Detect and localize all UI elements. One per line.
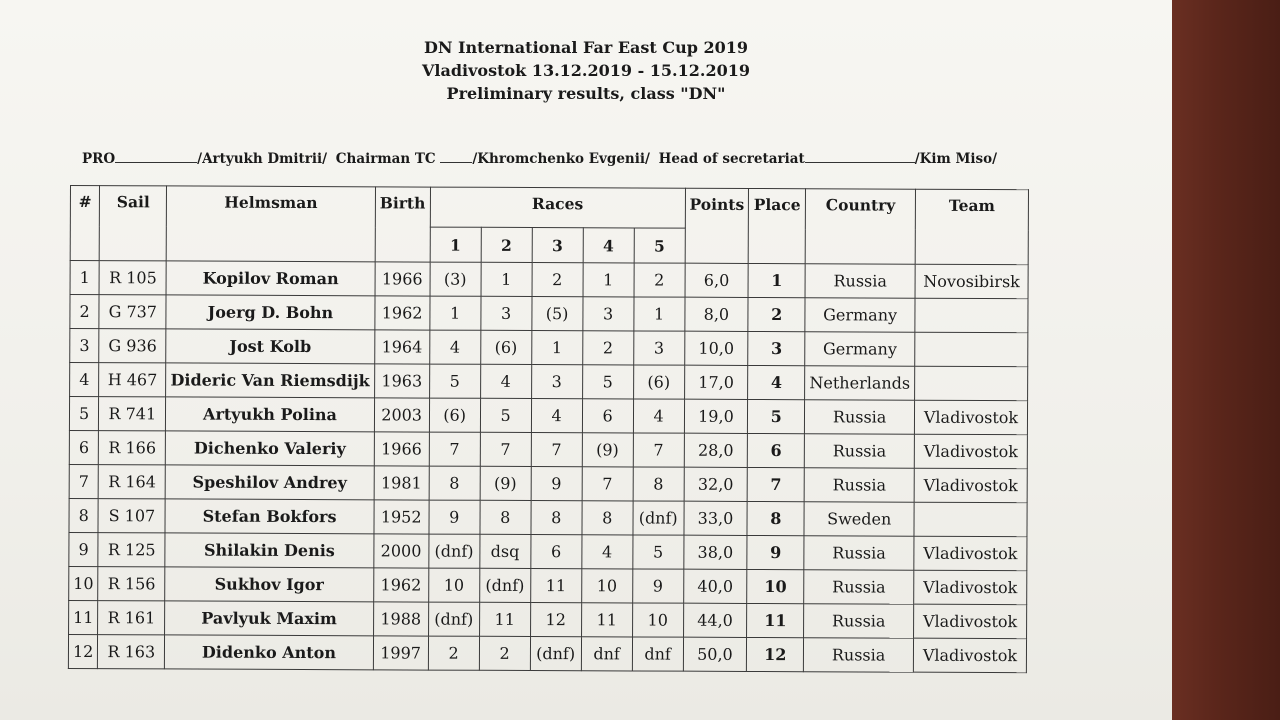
cell-points: 40,0 xyxy=(683,569,747,603)
cell-race-4: 4 xyxy=(581,535,632,569)
cell-race-5: 5 xyxy=(632,535,683,569)
cell-place: 11 xyxy=(747,603,804,637)
col-birth-header: Birth xyxy=(375,187,430,262)
cell-birth: 1966 xyxy=(375,262,430,296)
cell-race-1: 1 xyxy=(430,296,481,330)
table-row xyxy=(69,532,1027,570)
cell-race-3: 9 xyxy=(531,467,582,501)
cell-team: Vladivostok xyxy=(914,400,1027,434)
cell-points: 10,0 xyxy=(684,331,748,365)
cell-team xyxy=(915,366,1028,400)
cell-race-2: 8 xyxy=(480,500,531,534)
cell-race-2: 3 xyxy=(481,296,532,330)
cell-country: Russia xyxy=(804,638,914,672)
cell-country: Russia xyxy=(804,468,914,502)
cell-race-5: 3 xyxy=(633,331,684,365)
cell-race-4: 5 xyxy=(582,365,633,399)
cell-country: Germany xyxy=(805,332,915,366)
chairman-name: /Khromchenko Evgenii/ xyxy=(472,151,650,167)
cell-num: 11 xyxy=(69,600,99,634)
cell-race-5: (6) xyxy=(633,365,684,399)
cell-country: Germany xyxy=(805,298,915,332)
cell-team xyxy=(915,298,1028,332)
cell-race-2: (dnf) xyxy=(479,568,530,602)
cell-sail: R 105 xyxy=(99,261,166,295)
table-row xyxy=(69,498,1027,536)
cell-helmsman: Sukhov Igor xyxy=(165,567,373,602)
cell-race-3: 11 xyxy=(530,569,581,603)
cell-team: Vladivostok xyxy=(914,604,1027,638)
cell-race-4: 11 xyxy=(581,603,632,637)
cell-race-1: 9 xyxy=(429,500,480,534)
cell-country: Russia xyxy=(805,264,915,298)
col-place-header: Place xyxy=(748,188,805,263)
cell-race-5: 7 xyxy=(633,433,684,467)
cell-place: 6 xyxy=(748,433,805,467)
cell-country: Russia xyxy=(805,400,915,434)
cell-num: 4 xyxy=(70,363,100,397)
cell-place: 1 xyxy=(748,263,805,297)
cell-race-3: 6 xyxy=(530,535,581,569)
pro-name: /Artyukh Dmitrii/ xyxy=(197,151,328,167)
cell-race-5: 1 xyxy=(634,297,685,331)
cell-points: 8,0 xyxy=(685,297,749,331)
cell-sail: R 741 xyxy=(99,397,166,431)
cell-race-2: (6) xyxy=(480,330,531,364)
cell-race-4: 7 xyxy=(582,467,633,501)
document-header xyxy=(0,36,1172,105)
cell-team xyxy=(914,502,1027,536)
signature-blank xyxy=(440,150,472,163)
cell-birth: 1952 xyxy=(374,500,429,534)
cell-birth: 1966 xyxy=(374,432,429,466)
cell-sail: G 737 xyxy=(99,295,166,329)
cell-sail: R 166 xyxy=(99,431,166,465)
table-row xyxy=(70,363,1028,401)
table-row xyxy=(70,329,1028,367)
cell-place: 3 xyxy=(748,331,805,365)
cell-birth: 2003 xyxy=(374,398,429,432)
cell-points: 32,0 xyxy=(684,467,748,501)
signature-blank xyxy=(805,150,915,163)
cell-race-2: 1 xyxy=(481,262,532,296)
cell-team xyxy=(915,332,1028,366)
race-2-header: 2 xyxy=(481,227,532,262)
table-row xyxy=(69,600,1027,638)
cell-race-2: 2 xyxy=(479,636,530,670)
cell-race-2: dsq xyxy=(479,534,530,568)
cell-race-3: 12 xyxy=(530,603,581,637)
cell-sail: H 467 xyxy=(99,363,166,397)
race-1-header: 1 xyxy=(430,227,481,262)
officials-line xyxy=(82,150,997,167)
col-num-header: # xyxy=(70,186,100,261)
col-sail-header: Sail xyxy=(100,186,167,261)
cell-num: 6 xyxy=(69,430,99,464)
cell-race-5: 4 xyxy=(633,399,684,433)
pro-label: PRO xyxy=(82,151,116,167)
cell-country: Russia xyxy=(804,536,914,570)
race-5-header: 5 xyxy=(634,228,685,263)
cell-race-3: 7 xyxy=(531,433,582,467)
cell-race-3: (5) xyxy=(532,297,583,331)
cell-race-3: 2 xyxy=(532,263,583,297)
cell-race-3: 3 xyxy=(531,365,582,399)
cell-points: 33,0 xyxy=(684,501,748,535)
cell-race-1: 10 xyxy=(428,568,479,602)
cell-race-2: (9) xyxy=(480,466,531,500)
cell-points: 6,0 xyxy=(685,263,749,297)
results-table xyxy=(68,185,1029,673)
cell-sail: R 164 xyxy=(98,465,165,499)
cell-race-5: 8 xyxy=(633,467,684,501)
cell-team: Vladivostok xyxy=(914,434,1027,468)
cell-race-3: 1 xyxy=(531,331,582,365)
cell-race-4: 8 xyxy=(582,501,633,535)
cell-country: Russia xyxy=(804,570,914,604)
cell-helmsman: Joerg D. Bohn xyxy=(166,295,374,330)
col-country-header: Country xyxy=(805,189,915,264)
cell-country: Russia xyxy=(805,434,915,468)
cell-sail: R 161 xyxy=(98,601,165,635)
cell-race-1: (dnf) xyxy=(428,534,479,568)
cell-race-5: 9 xyxy=(632,569,683,603)
cell-race-2: 5 xyxy=(480,398,531,432)
cell-num: 5 xyxy=(69,397,99,431)
cell-birth: 1981 xyxy=(374,466,429,500)
cell-points: 19,0 xyxy=(684,399,748,433)
event-dates: Vladivostok 13.12.2019 - 15.12.2019 xyxy=(421,61,750,80)
table-row xyxy=(69,397,1027,435)
cell-helmsman: Dichenko Valeriy xyxy=(166,431,374,466)
cell-sail: G 936 xyxy=(99,329,166,363)
col-points-header: Points xyxy=(685,188,749,263)
cell-race-4: 1 xyxy=(583,263,634,297)
cell-country: Russia xyxy=(804,604,914,638)
cell-num: 1 xyxy=(70,261,100,295)
cell-race-5: dnf xyxy=(632,637,683,671)
cell-helmsman: Kopilov Roman xyxy=(166,261,374,296)
cell-helmsman: Didenko Anton xyxy=(165,635,373,670)
cell-helmsman: Jost Kolb xyxy=(166,329,374,364)
cell-race-4: 6 xyxy=(582,399,633,433)
cell-place: 10 xyxy=(747,569,804,603)
cell-team: Vladivostok xyxy=(914,570,1027,604)
cell-helmsman: Artyukh Polina xyxy=(166,397,374,432)
cell-helmsman: Stefan Bokfors xyxy=(165,499,373,534)
cell-points: 28,0 xyxy=(684,433,748,467)
cell-place: 2 xyxy=(748,297,805,331)
cell-place: 7 xyxy=(747,467,804,501)
cell-num: 3 xyxy=(70,329,100,363)
cell-birth: 1997 xyxy=(373,636,428,670)
cell-birth: 1988 xyxy=(373,602,428,636)
cell-num: 9 xyxy=(69,532,99,566)
secretariat-name: /Kim Miso/ xyxy=(914,151,998,167)
cell-num: 12 xyxy=(68,634,98,668)
cell-points: 44,0 xyxy=(683,603,747,637)
cell-helmsman: Shilakin Denis xyxy=(165,533,373,568)
cell-helmsman: Speshilov Andrey xyxy=(165,465,373,500)
cell-race-2: 4 xyxy=(480,364,531,398)
cell-place: 8 xyxy=(747,501,804,535)
cell-points: 17,0 xyxy=(684,365,748,399)
col-helmsman-header: Helmsman xyxy=(167,186,376,262)
cell-race-1: 4 xyxy=(429,330,480,364)
cell-team: Vladivostok xyxy=(913,638,1026,672)
cell-points: 38,0 xyxy=(683,535,747,569)
cell-race-1: 5 xyxy=(429,364,480,398)
cell-place: 5 xyxy=(748,399,805,433)
cell-sail: R 125 xyxy=(98,533,165,567)
cell-race-5: 10 xyxy=(632,603,683,637)
cell-birth: 1962 xyxy=(373,568,428,602)
cell-country: Sweden xyxy=(804,502,914,536)
cell-num: 7 xyxy=(69,464,99,498)
cell-num: 8 xyxy=(69,498,99,532)
cell-race-1: (6) xyxy=(429,398,480,432)
cell-num: 10 xyxy=(69,566,99,600)
col-team-header: Team xyxy=(915,189,1028,264)
cell-race-1: 7 xyxy=(429,432,480,466)
table-row xyxy=(68,634,1026,672)
cell-race-3: 8 xyxy=(531,501,582,535)
cell-team: Novosibirsk xyxy=(915,264,1028,298)
cell-place: 12 xyxy=(747,637,804,671)
cell-race-4: 2 xyxy=(582,331,633,365)
cell-race-4: 10 xyxy=(581,569,632,603)
table-header-row xyxy=(70,186,1028,230)
col-races-header: Races xyxy=(430,187,685,228)
race-3-header: 3 xyxy=(532,228,583,263)
cell-place: 9 xyxy=(747,535,804,569)
cell-sail: R 163 xyxy=(98,635,165,669)
desk-background xyxy=(1172,0,1280,720)
table-row xyxy=(69,464,1027,502)
secretariat-label: Head of secretariat xyxy=(658,151,805,167)
cell-race-2: 7 xyxy=(480,432,531,466)
cell-place: 4 xyxy=(748,365,805,399)
table-row xyxy=(69,566,1027,604)
cell-sail: S 107 xyxy=(98,499,165,533)
cell-race-5: (dnf) xyxy=(633,501,684,535)
cell-birth: 1963 xyxy=(374,364,429,398)
cell-race-4: 3 xyxy=(583,297,634,331)
signature-blank xyxy=(115,150,197,163)
cell-team: Vladivostok xyxy=(914,536,1027,570)
race-4-header: 4 xyxy=(583,228,634,263)
cell-helmsman: Pavlyuk Maxim xyxy=(165,601,373,636)
table-row xyxy=(70,295,1028,333)
cell-race-5: 2 xyxy=(634,263,685,297)
cell-sail: R 156 xyxy=(98,567,165,601)
results-subtitle: Preliminary results, class "DN" xyxy=(446,84,726,103)
cell-country: Netherlands xyxy=(805,366,915,400)
cell-birth: 1964 xyxy=(374,330,429,364)
cell-num: 2 xyxy=(70,295,100,329)
cell-race-1: 2 xyxy=(428,636,479,670)
table-row xyxy=(70,261,1028,299)
cell-race-3: (dnf) xyxy=(530,637,581,671)
cell-birth: 1962 xyxy=(375,296,430,330)
cell-team: Vladivostok xyxy=(914,468,1027,502)
cell-helmsman: Dideric Van Riemsdijk xyxy=(166,363,374,398)
cell-race-3: 4 xyxy=(531,399,582,433)
cell-points: 50,0 xyxy=(683,637,747,671)
chairman-label: Chairman TC xyxy=(335,151,436,167)
cell-race-1: (3) xyxy=(430,262,481,296)
cell-birth: 2000 xyxy=(373,534,428,568)
table-row xyxy=(69,430,1027,468)
cell-race-1: (dnf) xyxy=(428,602,479,636)
cell-race-4: (9) xyxy=(582,433,633,467)
event-title: DN International Far East Cup 2019 xyxy=(423,38,748,57)
cell-race-4: dnf xyxy=(581,637,632,671)
cell-race-1: 8 xyxy=(429,466,480,500)
cell-race-2: 11 xyxy=(479,602,530,636)
